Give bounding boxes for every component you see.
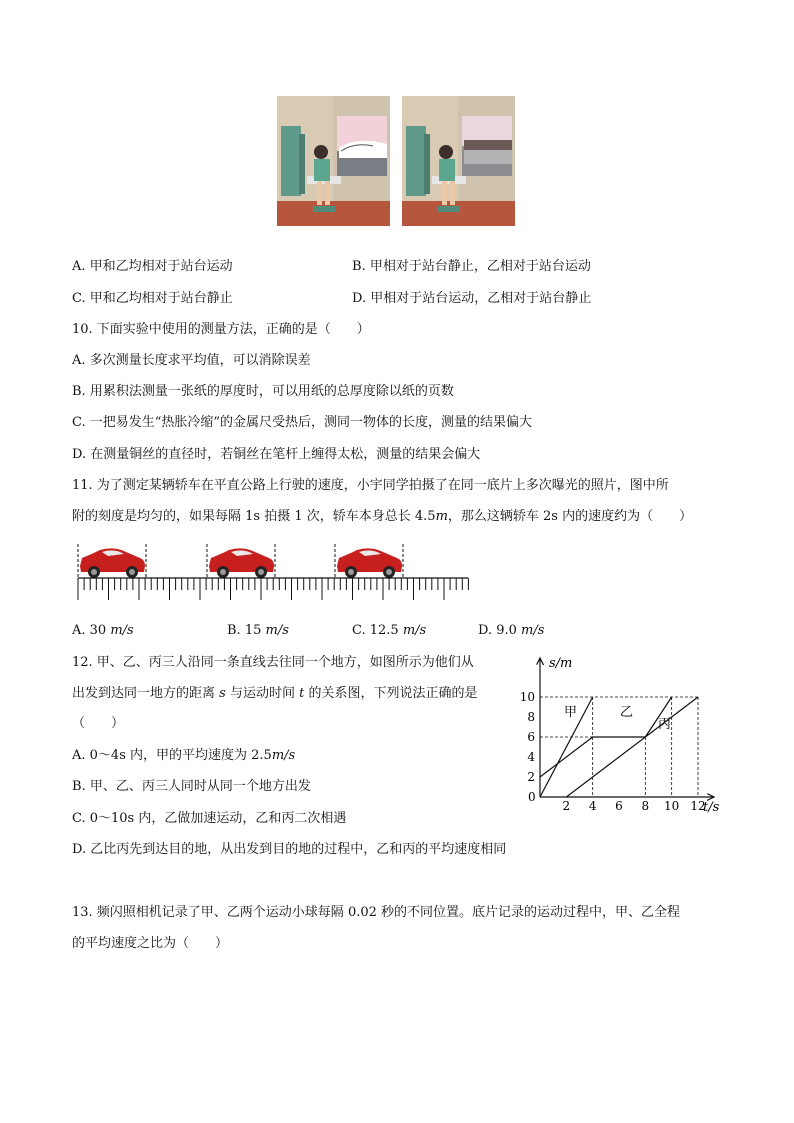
y-tick-label: 2 [527, 770, 535, 784]
q9-option-c: C. 甲和乙均相对于站台静止 [72, 291, 233, 306]
series-line-2 [540, 697, 672, 777]
y-tick-label: 6 [527, 730, 535, 744]
q11-option-a: A. 30 m/s [72, 623, 134, 638]
q10-option-b: B. 用累积法测量一张纸的厚度时，可以用纸的总厚度除以纸的页数 [72, 384, 454, 399]
q12-stem-line3: （ ） [72, 716, 125, 731]
q12-option-c: C. 0～10s 内，乙做加速运动，乙和丙二次相遇 [72, 811, 347, 826]
series-label-yi: 乙 [620, 705, 634, 720]
q12-option-b: B. 甲、乙、丙三人同时从同一个地方出发 [72, 779, 311, 794]
q9-option-d: D. 甲相对于站台运动，乙相对于站台静止 [352, 291, 592, 306]
q11-option-d: D. 9.0 m/s [478, 623, 545, 638]
series-label-bing: 丙 [658, 717, 672, 732]
q11-option-c: C. 12.5 m/s [352, 623, 427, 638]
x-tick-label: 10 [664, 799, 680, 813]
q10-option-c: C. 一把易发生“热胀冷缩”的金属尺受热后，测同一物体的长度，测量的结果偏大 [72, 415, 533, 430]
car-1 [78, 544, 146, 578]
q10-option-a: A. 多次测量长度求平均值，可以消除误差 [72, 353, 311, 368]
car-2 [207, 544, 275, 578]
x-tick-label: 8 [641, 799, 650, 813]
q9-option-b: B. 甲相对于站台静止，乙相对于站台运动 [352, 259, 591, 274]
y-tick-label: 10 [519, 690, 535, 704]
q13-stem-line2: 的平均速度之比为（ ） [72, 936, 229, 951]
q9-option-a: A. 甲和乙均相对于站台运动 [72, 259, 233, 274]
x-tick-label: 2 [562, 799, 571, 813]
q11-stem-line1: 11. 为了测定某辆轿车在平直公路上行驶的速度，小宇同学拍摄了在同一底片上多次曝光的照片，图中所 [72, 478, 669, 493]
q11-option-b: B. 15 m/s [227, 623, 289, 638]
st-graph [516, 650, 730, 814]
q12-stem-line1: 12. 甲、乙、丙三人沿同一条直线去往同一个地方，如图所示为他们从 [72, 655, 474, 670]
car-ruler-figure [74, 544, 474, 606]
q13-stem-line1: 13. 频闪照相机记录了甲、乙两个运动小球每隔 0.02 秒的不同位置。底片记录的运动过程中，甲、乙全程 [72, 905, 681, 920]
x-tick-label: 12 [690, 799, 706, 813]
y-tick-label: 8 [527, 710, 535, 724]
q11-stem-line2: 附的刻度是均匀的，如果每隔 1s 拍摄 1 次，轿车本身总长 4.5m，那么这辆轿车 2s 内的速度约为（ ） [72, 509, 693, 524]
q10-option-d: D. 在测量铜丝的直径时，若铜丝在笔杆上缠得太松，测量的结果会偏大 [72, 447, 481, 462]
q12-stem-line2: 出发到达同一地方的距离 s 与运动时间 t 的关系图，下列说法正确的是 [72, 686, 478, 701]
x-tick-label: 6 [615, 799, 623, 813]
origin-label: 0 [528, 790, 536, 804]
q10-stem: 10. 下面实验中使用的测量方法，正确的是（ ） [72, 322, 370, 337]
y-axis-label: s/m [549, 656, 573, 671]
car-3 [335, 544, 403, 578]
q12-option-d: D. 乙比丙先到达目的地，从出发到目的地的过程中，乙和丙的平均速度相同 [72, 842, 507, 857]
q12-option-a: A. 0～4s 内，甲的平均速度为 2.5m/s [72, 748, 296, 763]
train-station-photo [402, 96, 515, 226]
train-moving-photo [277, 96, 390, 226]
x-axis-label: t/s [703, 800, 720, 814]
x-tick-label: 4 [588, 799, 597, 813]
series-label-jia: 甲 [564, 705, 578, 720]
y-tick-label: 4 [527, 750, 535, 764]
